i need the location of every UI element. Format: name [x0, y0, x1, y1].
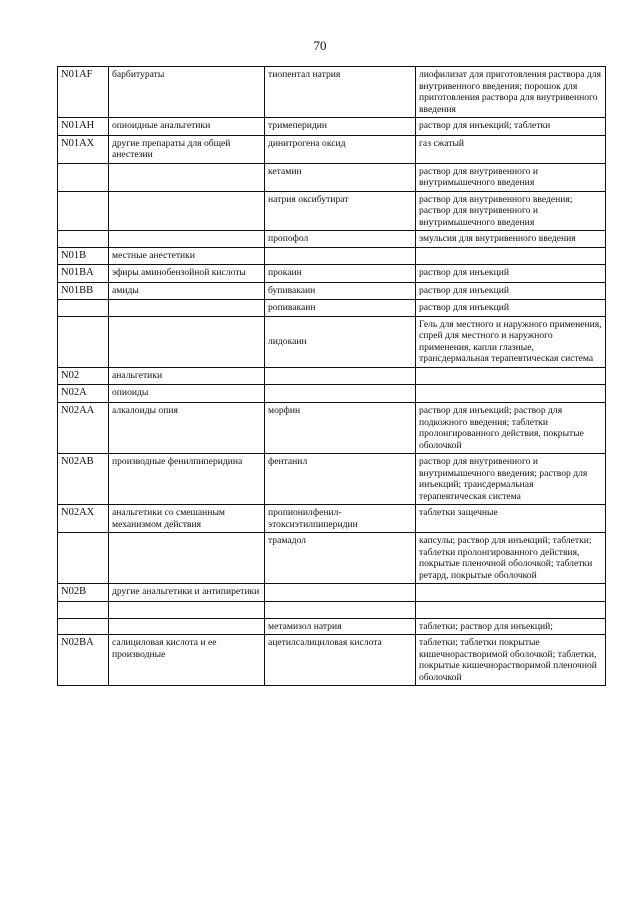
code-cell — [58, 618, 109, 635]
code-cell: N02AA — [58, 403, 109, 454]
form-cell: раствор для внутривенного и внутримышечного введения — [416, 163, 606, 191]
inn-cell — [265, 367, 416, 385]
group-cell — [109, 300, 265, 317]
table-row — [58, 533, 606, 584]
form-cell: раствор для инъекций; раствор для подкожного введения; таблетки пролонгированного действия, покрытые оболочкой — [416, 403, 606, 454]
table-row — [58, 247, 606, 265]
inn-cell: прокаин — [265, 265, 416, 283]
group-cell: опиоидные анальгетики — [109, 118, 265, 136]
code-cell — [58, 231, 109, 248]
form-cell: раствор для внутривенного и внутримышечного введения; раствор для инъекций; трансдермальная терапевтическая система — [416, 454, 606, 505]
group-cell: барбитураты — [109, 67, 265, 118]
code-cell: N02A — [58, 385, 109, 403]
form-cell: раствор для инъекций; таблетки — [416, 118, 606, 136]
form-cell: раствор для инъекций — [416, 265, 606, 283]
table-row — [58, 618, 606, 635]
table-row — [58, 635, 606, 686]
table-row — [58, 191, 606, 231]
form-cell: таблетки; таблетки покрытые кишечнорастворимой оболочкой; таблетки, покрытые кишечнорастворимой пленочной оболочкой — [416, 635, 606, 686]
inn-cell: фентанил — [265, 454, 416, 505]
code-cell: N01AX — [58, 135, 109, 163]
group-cell — [109, 316, 265, 367]
table-row — [58, 505, 606, 533]
table-row — [58, 316, 606, 367]
inn-cell: тримеперидин — [265, 118, 416, 136]
code-cell: N01BB — [58, 282, 109, 300]
group-cell: опиоиды — [109, 385, 265, 403]
inn-cell — [265, 584, 416, 602]
inn-cell — [265, 385, 416, 403]
inn-cell: бупивакаин — [265, 282, 416, 300]
group-cell — [109, 163, 265, 191]
form-cell: капсулы; раствор для инъекций; таблетки; таблетки пролонгированного действия, покрытые пленочной оболочкой; таблетки ретард, покрытые оболочкой — [416, 533, 606, 584]
group-cell: другие препараты для общей анестезии — [109, 135, 265, 163]
group-cell: местные анестетики — [109, 247, 265, 265]
group-cell: другие анальгетики и антипиретики — [109, 584, 265, 602]
table-row — [58, 385, 606, 403]
code-cell: N01B — [58, 247, 109, 265]
group-cell — [109, 533, 265, 584]
form-cell: таблетки; раствор для инъекций; — [416, 618, 606, 635]
table-row — [58, 403, 606, 454]
group-cell: эфиры аминобензойной кислоты — [109, 265, 265, 283]
code-cell — [58, 533, 109, 584]
group-cell — [109, 601, 265, 618]
form-cell — [416, 385, 606, 403]
table-row — [58, 118, 606, 136]
form-cell: лиофилизат для приготовления раствора для внутривенного введения; порошок для приготовления раствора для внутривенного введения — [416, 67, 606, 118]
form-cell: раствор для инъекций — [416, 282, 606, 300]
group-cell: амиды — [109, 282, 265, 300]
inn-cell: кетамин — [265, 163, 416, 191]
inn-cell: ропивакаин — [265, 300, 416, 317]
inn-cell: тиопентал натрия — [265, 67, 416, 118]
code-cell: N01AF — [58, 67, 109, 118]
table-row — [58, 601, 606, 618]
table-row — [58, 231, 606, 248]
table-row — [58, 584, 606, 602]
code-cell — [58, 316, 109, 367]
form-cell — [416, 367, 606, 385]
code-cell: N02AB — [58, 454, 109, 505]
inn-cell: метамизол натрия — [265, 618, 416, 635]
table-row — [58, 163, 606, 191]
code-cell: N01BA — [58, 265, 109, 283]
form-cell: Гель для местного и наружного применения, спрей для местного и наружного применения, капли глазные, трансдермальная терапевтическая система — [416, 316, 606, 367]
inn-cell — [265, 601, 416, 618]
code-cell: N02 — [58, 367, 109, 385]
inn-cell: пропофол — [265, 231, 416, 248]
form-cell: раствор для инъекций — [416, 300, 606, 317]
group-cell: алкалоиды опия — [109, 403, 265, 454]
code-cell — [58, 191, 109, 231]
group-cell: анальгетики со смешанным механизмом действия — [109, 505, 265, 533]
group-cell — [109, 618, 265, 635]
code-cell — [58, 163, 109, 191]
group-cell: анальгетики — [109, 367, 265, 385]
group-cell: салициловая кислота и ее производные — [109, 635, 265, 686]
form-cell — [416, 247, 606, 265]
table-row — [58, 300, 606, 317]
table-row — [58, 282, 606, 300]
inn-cell — [265, 247, 416, 265]
form-cell — [416, 584, 606, 602]
inn-cell: пропионилфенил-этоксиэтилпиперидин — [265, 505, 416, 533]
code-cell: N01AH — [58, 118, 109, 136]
group-cell: производные фенилпиперидина — [109, 454, 265, 505]
table-row — [58, 265, 606, 283]
form-cell: газ сжатый — [416, 135, 606, 163]
table-row — [58, 67, 606, 118]
group-cell — [109, 191, 265, 231]
code-cell — [58, 300, 109, 317]
inn-cell: лидокаин — [265, 316, 416, 367]
form-cell: раствор для внутривенного введения; раствор для внутривенного и внутримышечного введения — [416, 191, 606, 231]
form-cell — [416, 601, 606, 618]
inn-cell: трамадол — [265, 533, 416, 584]
inn-cell: ацетилсалициловая кислота — [265, 635, 416, 686]
table-row — [58, 454, 606, 505]
page-number: 70 — [313, 38, 327, 53]
code-cell — [58, 601, 109, 618]
code-cell: N02BA — [58, 635, 109, 686]
code-cell: N02B — [58, 584, 109, 602]
drug-table — [57, 66, 606, 686]
inn-cell: натрия оксибутират — [265, 191, 416, 231]
form-cell: эмульсия для внутривенного введения — [416, 231, 606, 248]
table-row — [58, 135, 606, 163]
inn-cell: динитрогена оксид — [265, 135, 416, 163]
table-row — [58, 367, 606, 385]
inn-cell: морфин — [265, 403, 416, 454]
form-cell: таблетки защечные — [416, 505, 606, 533]
group-cell — [109, 231, 265, 248]
code-cell: N02AX — [58, 505, 109, 533]
